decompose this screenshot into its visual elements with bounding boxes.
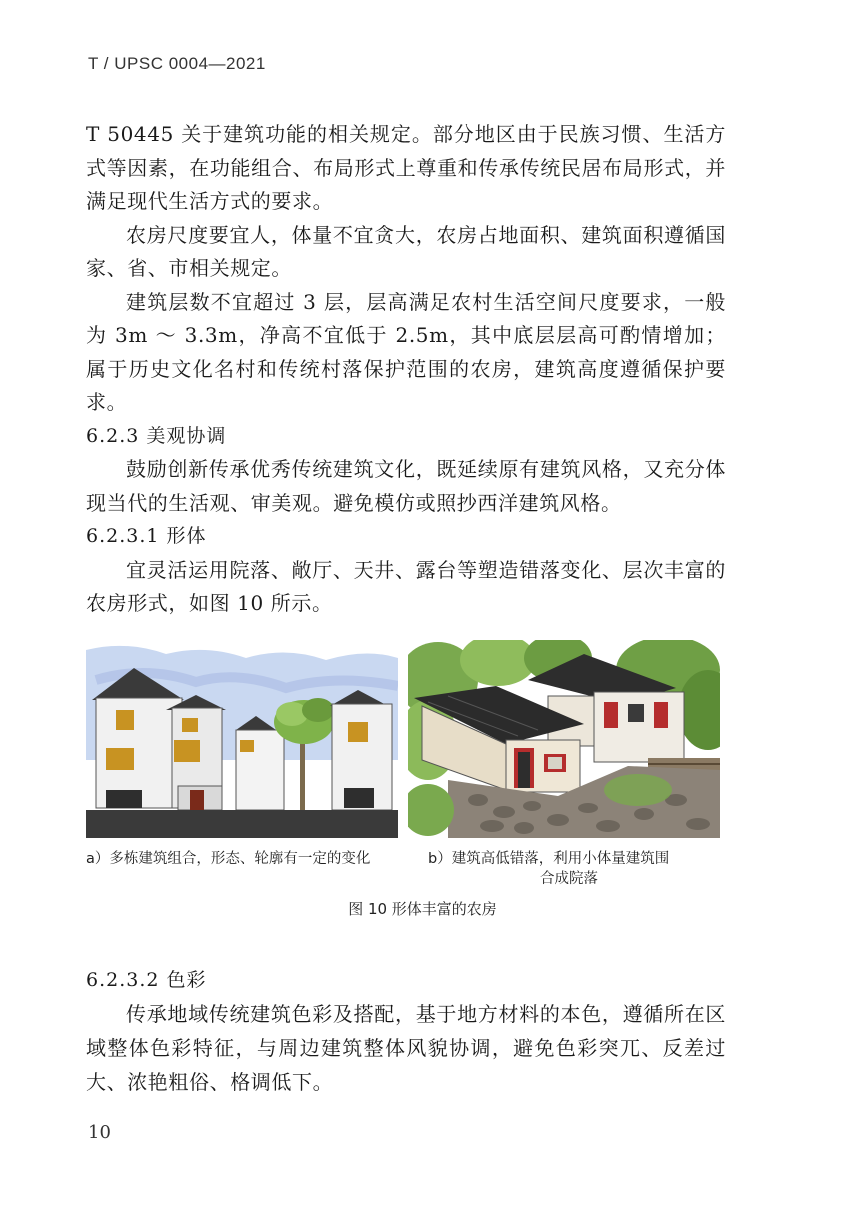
main-text xyxy=(86,118,726,621)
paragraph-scale: 农房尺度要宜人，体量不宜贪大，农房占地面积、建筑面积遵循国家、省、市相关规定。 xyxy=(86,222,726,280)
figure-b-caption xyxy=(428,849,718,889)
figure-b-illustration xyxy=(408,640,720,838)
section-heading-6-2-3: 6.2.3 美观协调 xyxy=(86,424,227,447)
paragraph-floors: 建筑层数不宜超过 3 层，层高满足农村生活空间尺度要求，一般为 3m ～ 3.3m，净高不宜低于 2.5m，其中底层层高可酌情增加；属于历史文化名村和传统村落保护范围的农房，建筑高度遵循保护要求。 xyxy=(86,289,726,414)
figure-a-illustration xyxy=(86,640,398,838)
figure-a-caption: a）多栋建筑组合，形态、轮廓有一定的变化 xyxy=(86,851,371,867)
paragraph-form: 宜灵活运用院落、敞厅、天井、露台等塑造错落变化、层次丰富的农房形式，如图 10 所示。 xyxy=(86,557,726,615)
figure-b-caption-line2: 合成院落 xyxy=(540,871,598,887)
figure-10-images xyxy=(86,640,720,838)
paragraph-aesthetics: 鼓励创新传承优秀传统建筑文化，既延续原有建筑风格，又充分体现当代的生活观、审美观。避免模仿或照抄西洋建筑风格。 xyxy=(86,457,726,515)
main-text-continued xyxy=(86,963,726,1099)
standard-code-header: T / UPSC 0004—2021 xyxy=(88,54,266,73)
section-heading-6-2-3-2: 6.2.3.2 色彩 xyxy=(86,969,207,991)
page-number: 10 xyxy=(88,1122,111,1143)
section-heading-6-2-3-1: 6.2.3.1 形体 xyxy=(86,525,207,547)
figure-b-caption-line1: b）建筑高低错落，利用小体量建筑围 xyxy=(428,851,670,867)
paragraph-color: 传承地域传统建筑色彩及搭配，基于地方材料的本色，遵循所在区域整体色彩特征，与周边建筑整体风貌协调，避免色彩突兀、反差过大、浓艳粗俗、格调低下。 xyxy=(86,1002,726,1094)
figure-10-title: 图 10 形体丰富的农房 xyxy=(348,900,497,918)
paragraph-function: T 50445 关于建筑功能的相关规定。部分地区由于民族习惯、生活方式等因素，在功能组合、布局形式上尊重和传承传统民居布局形式，并满足现代生活方式的要求。 xyxy=(86,122,726,213)
